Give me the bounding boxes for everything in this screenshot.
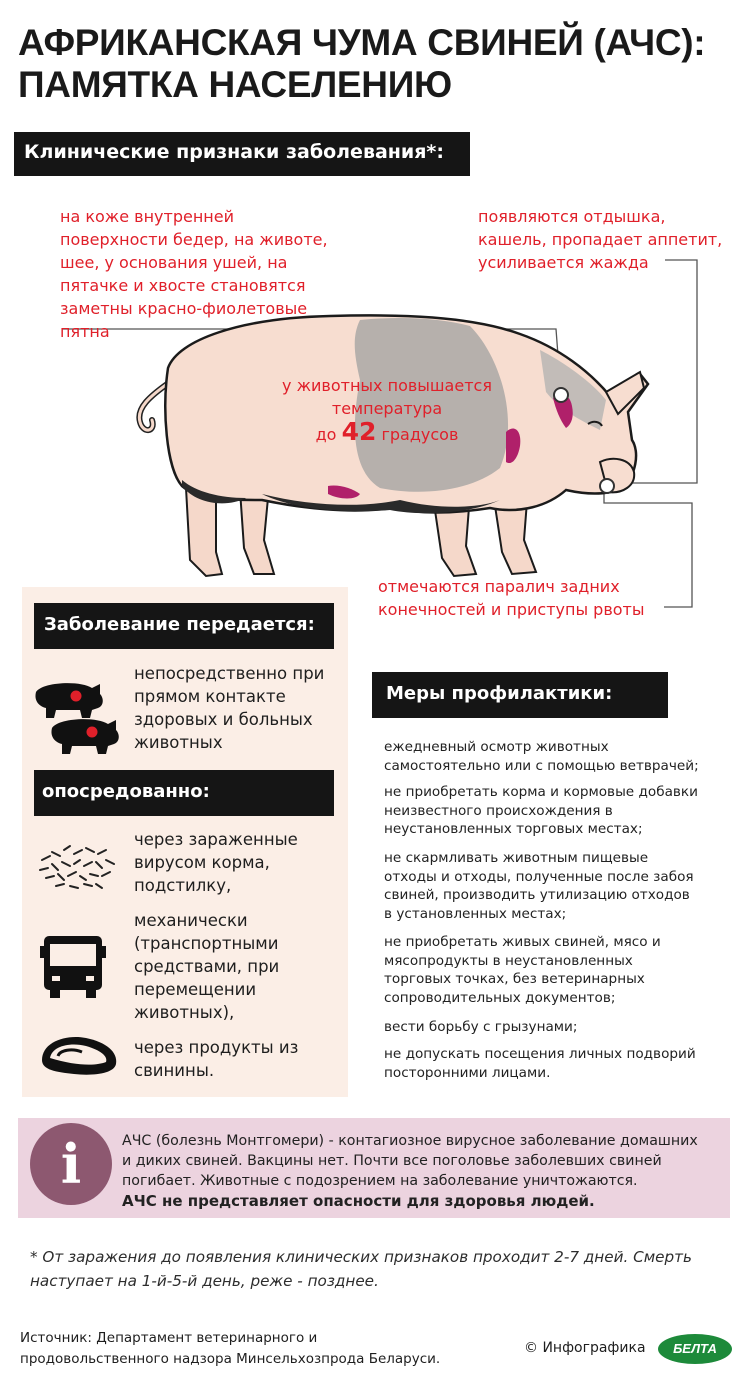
title-line-1: АФРИКАНСКАЯ ЧУМА СВИНЕЙ (АЧС): (18, 22, 706, 63)
clinical-signs-header-text: Клинические признаки заболевания*: (24, 141, 444, 163)
skin-spots-text: на коже внутренней поверхности бедер, на животе, шее, у основания ушей, на пятачке и хвосте становятся заметны красно-фиолетовые пятна (60, 207, 328, 341)
feed-icon (36, 840, 122, 898)
indirect-header: опосредованно: (34, 770, 334, 816)
prevention-item: ежедневный осмотр животных самостоятельно или с помощью ветврачей; (384, 739, 699, 774)
info-icon: i (30, 1123, 112, 1205)
paralysis-text: отмечаются паралич задних конечностей и приступы рвоты (378, 577, 645, 619)
prevention-item: не скармливать животным пищевые отходы и отходы, полученные после забоя свиней, производить утилизацию отходов в установленных местах; (384, 850, 694, 922)
source: Источник: Департамент ветеринарного и продовольственного надзора Минсельхозпрода Беларуси. (20, 1330, 441, 1367)
bus-icon (40, 932, 106, 1000)
feed-text: через зараженные вирусом корма, подстилку, (134, 830, 298, 895)
transmission-header: Заболевание передается: (34, 603, 334, 649)
prevention-item: не допускать посещения личных подворий посторонними лицами. (384, 1046, 696, 1081)
temperature-value: до 42 градусов (315, 417, 459, 446)
mechanical-text: механически (транспортными средствами, при перемещении животных), (134, 911, 280, 1022)
prevention-item: не приобретать живых свиней, мясо и мясопродукты в неустановленных торговых точках, без ветеринарных сопроводительных документов; (384, 934, 661, 1006)
temperature-text: у животных повышается температура до 42 градусов (262, 374, 512, 446)
footnote: * От заражения до появления клинических признаков проходит 2-7 дней. Смерть наступает на 1-й-5-й день, реже - позднее. (30, 1248, 692, 1290)
pigs-icon (32, 678, 124, 756)
prevention-header: Меры профилактики: (372, 672, 668, 718)
infographic-credit: © Инфографика (524, 1340, 646, 1356)
marker-snout (600, 479, 614, 493)
meat-icon (36, 1030, 122, 1080)
breath-text: появляются отдышка, кашель, пропадает аппетит, усиливается жажда (478, 207, 723, 272)
info-bold-statement: АЧС не представляет опасности для здоровья людей. (122, 1192, 595, 1210)
belta-logo: БЕЛТА (658, 1334, 732, 1364)
products-text: через продукты из свинины. (134, 1038, 299, 1080)
prevention-item: не приобретать корма и кормовые добавки неизвестного происхождения в неустановленных торговых местах; (384, 784, 698, 837)
title-line-2: ПАМЯТКА НАСЕЛЕНИЮ (18, 64, 452, 105)
marker-ear (554, 388, 568, 402)
direct-contact-text: непосредственно при прямом контакте здоровых и больных животных (134, 664, 325, 752)
info-text: АЧС (болезнь Монтгомери) - контагиозное вирусное заболевание домашних и диких свиней. Вакцины нет. Почти все поголовье заболевших свиней погибает. Животные с подозрением на заболевание уничтожаются. АЧС не представляет опасности для здоровья людей. (122, 1133, 698, 1210)
prevention-item: вести борьбу с грызунами; (384, 1019, 578, 1035)
